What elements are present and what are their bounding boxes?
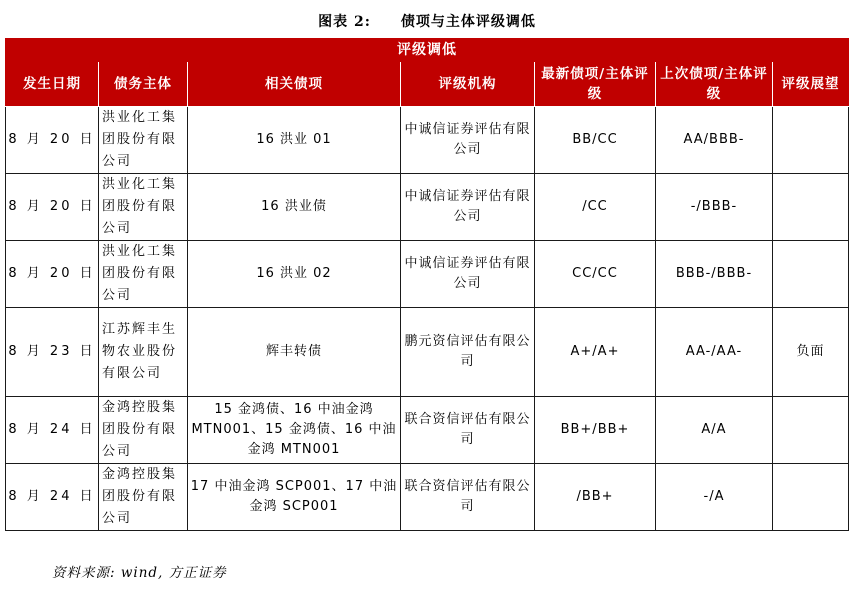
header-latest-rating: 最新债项/主体评级 [535, 62, 656, 107]
table-row [6, 174, 849, 241]
rating-downgrade-table [5, 38, 849, 531]
cell-date: 8 月 23 日 [6, 308, 99, 397]
cell-previous-rating: -/BBB- [656, 174, 773, 241]
cell-previous-rating: -/A [656, 464, 773, 531]
chart-title [0, 11, 854, 31]
cell-latest-rating: /CC [535, 174, 656, 241]
cell-latest-rating: CC/CC [535, 241, 656, 308]
cell-bond: 15 金鸿债、16 中油金鸿 MTN001、15 金鸿债、16 中油金鸿 MTN001 [188, 397, 401, 464]
cell-latest-rating: BB/CC [535, 107, 656, 174]
table-banner: 评级调低 [6, 39, 849, 62]
cell-bond: 辉丰转债 [188, 308, 401, 397]
cell-agency: 联合资信评估有限公司 [401, 464, 535, 531]
cell-date: 8 月 24 日 [6, 464, 99, 531]
cell-previous-rating: AA/BBB- [656, 107, 773, 174]
chart-title-text: 债项与主体评级调低 [400, 14, 536, 30]
chart-title-label: 图表 2: [318, 14, 371, 30]
table-row [6, 397, 849, 464]
cell-date: 8 月 20 日 [6, 241, 99, 308]
cell-outlook [773, 107, 849, 174]
cell-latest-rating: /BB+ [535, 464, 656, 531]
table-row [6, 464, 849, 531]
cell-agency: 中诚信证券评估有限公司 [401, 241, 535, 308]
header-agency: 评级机构 [401, 62, 535, 107]
cell-date: 8 月 24 日 [6, 397, 99, 464]
cell-bond: 16 洪业债 [188, 174, 401, 241]
cell-date: 8 月 20 日 [6, 107, 99, 174]
table-row [6, 107, 849, 174]
cell-agency: 中诚信证券评估有限公司 [401, 174, 535, 241]
cell-outlook [773, 174, 849, 241]
cell-issuer: 金鸿控股集团股份有限公司 [99, 464, 188, 531]
cell-outlook [773, 241, 849, 308]
header-bond: 相关债项 [188, 62, 401, 107]
cell-issuer: 洪业化工集团股份有限公司 [99, 241, 188, 308]
header-issuer: 债务主体 [99, 62, 188, 107]
cell-agency: 联合资信评估有限公司 [401, 397, 535, 464]
cell-date: 8 月 20 日 [6, 174, 99, 241]
cell-previous-rating: AA-/AA- [656, 308, 773, 397]
header-outlook: 评级展望 [773, 62, 849, 107]
cell-previous-rating: BBB-/BBB- [656, 241, 773, 308]
cell-previous-rating: A/A [656, 397, 773, 464]
cell-issuer: 江苏辉丰生物农业股份有限公司 [99, 308, 188, 397]
cell-agency: 中诚信证券评估有限公司 [401, 107, 535, 174]
cell-agency: 鹏元资信评估有限公司 [401, 308, 535, 397]
cell-bond: 16 洪业 01 [188, 107, 401, 174]
header-previous-rating: 上次债项/主体评级 [656, 62, 773, 107]
cell-latest-rating: A+/A+ [535, 308, 656, 397]
header-date: 发生日期 [6, 62, 99, 107]
table-row [6, 241, 849, 308]
cell-issuer: 金鸿控股集团股份有限公司 [99, 397, 188, 464]
cell-issuer: 洪业化工集团股份有限公司 [99, 107, 188, 174]
cell-outlook: 负面 [773, 308, 849, 397]
table-row [6, 308, 849, 397]
cell-bond: 16 洪业 02 [188, 241, 401, 308]
cell-issuer: 洪业化工集团股份有限公司 [99, 174, 188, 241]
cell-outlook [773, 464, 849, 531]
cell-latest-rating: BB+/BB+ [535, 397, 656, 464]
source-note: 资料来源: wind, 方正证券 [52, 565, 227, 581]
cell-bond: 17 中油金鸿 SCP001、17 中油金鸿 SCP001 [188, 464, 401, 531]
cell-outlook [773, 397, 849, 464]
